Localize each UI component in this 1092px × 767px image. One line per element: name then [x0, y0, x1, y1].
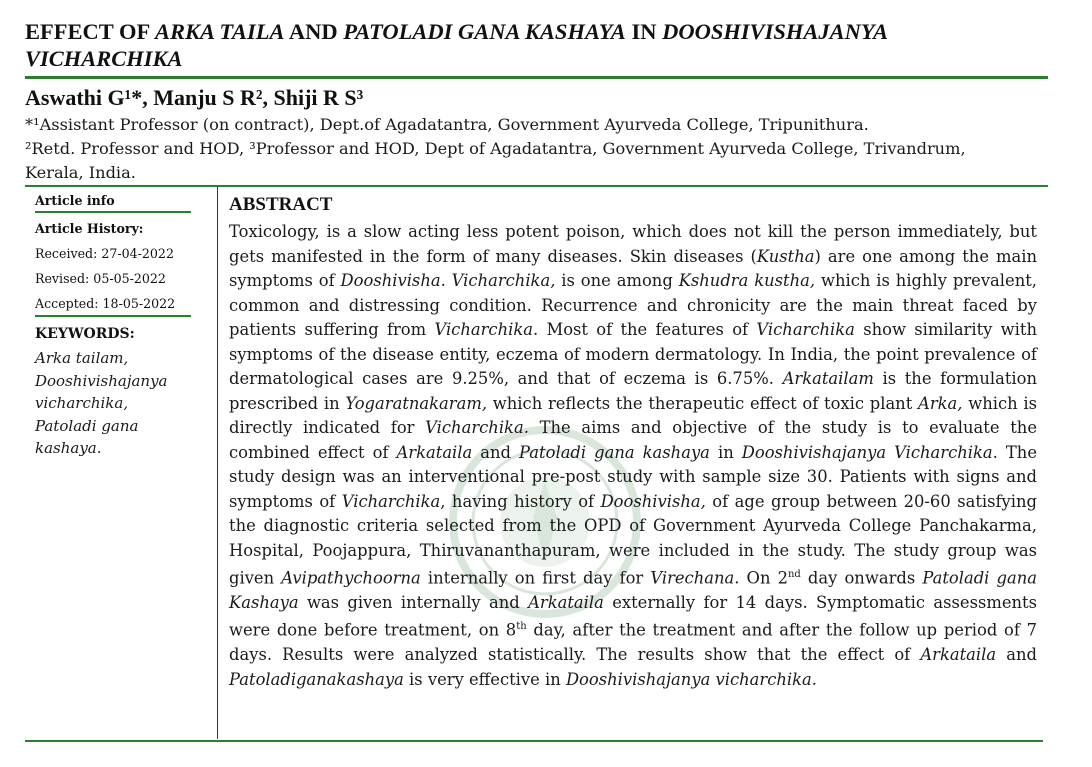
abstract-text: , having history of — [440, 491, 601, 511]
abstract-text: is the formulation prescribed in — [229, 369, 1037, 413]
abstract-body — [229, 220, 1037, 692]
abstract-term: Patoladi gana Kashaya — [229, 568, 1037, 612]
keywords-list — [35, 347, 168, 460]
keywords-label: KEYWORDS: — [35, 326, 135, 342]
abstract-term: Avipathychoorna — [281, 568, 421, 588]
abstract-term: Arkataila — [528, 592, 604, 612]
title-divider — [25, 76, 1048, 79]
abstract-term: Kustha — [756, 246, 815, 266]
abstract-term: Vicharchika — [756, 320, 855, 339]
abstract-term: Arka, — [918, 393, 963, 413]
abstract-term: Virechana. — [650, 568, 740, 588]
article-info-label: Article info — [35, 193, 115, 208]
title-part: PATOLADI GANA KASHAYA — [343, 19, 626, 44]
abstract-text: which is highly prevalent, common and distressing condition. Recurrence and chronicity are the main threat faced by patients suffering from — [229, 271, 1037, 339]
abstract-term: Arkatailam — [782, 369, 874, 388]
received-date: Received: 27-04-2022 — [35, 246, 174, 261]
abstract-text: and — [996, 645, 1037, 665]
paper-page — [25, 0, 1048, 767]
abstract-text: On 2 — [739, 568, 788, 588]
abstract-text: of age group between 20-60 satisfying the diagnostic criteria selected from the OPD of Government Ayurveda College Panchakarma, Hospital, Poojappura, Thiruvananthapuram, were included in the study. The study group was given — [229, 491, 1038, 588]
abstract-term: Vicharchika — [341, 491, 441, 511]
keyword-line: Dooshivishajanya — [35, 371, 168, 390]
abstract-text: externally for 14 days. Symptomatic assessments were done before treatment, on 8 — [229, 592, 1037, 640]
abstract-text: is very effective in — [403, 669, 566, 689]
abstract-text: day onwards — [800, 568, 923, 588]
abstract-text: which reflects the therapeutic effect of toxic plant — [487, 393, 919, 413]
sidebar-divider — [35, 211, 191, 213]
keyword-line: vicharchika, — [35, 394, 129, 412]
abstract-text: in — [709, 442, 742, 462]
title-part: DOOSHIVISHAJANYA VICHARCHIKA — [25, 19, 887, 71]
title-part: ARKA TAILA — [155, 19, 285, 44]
abstract-heading: ABSTRACT — [229, 194, 333, 215]
abstract-term: Yogaratnakaram, — [345, 393, 488, 413]
abstract-text: which is directly indicated for — [229, 393, 1037, 437]
abstract-term: Patoladi gana kashaya — [519, 442, 710, 462]
abstract-term: Dooshivishajanya Vicharchika — [741, 442, 993, 462]
abstract-text: day, after the treatment and after the follow up period of 7 days. Results were analyzed statistically. The results show that the effect of — [229, 620, 1037, 665]
abstract-text: . Most of the features of — [532, 320, 757, 339]
affiliation-line-1: *¹Assistant Professor (on contract), Dept.of Agadatantra, Government Ayurveda College, Tripunithura. — [25, 115, 869, 134]
affiliation-line-2: ²Retd. Professor and HOD, ³Professor and HOD, Dept of Agadatantra, Government Ayurveda College, Trivandrum, — [25, 139, 966, 158]
author-list: Aswathi G¹*, Manju S R², Shiji R S³ — [25, 85, 364, 110]
ordinal-suffix: nd — [787, 569, 801, 580]
abstract-term: Dooshivisha, — [600, 491, 706, 511]
abstract-text: Toxicology, is a slow acting less potent poison, which does not kill the person immediately, but gets manifested in the form of many diseases. Skin diseases ( — [229, 222, 1037, 266]
abstract-term: Dooshivisha. Vicharchika, — [340, 271, 556, 290]
title-part: IN — [625, 19, 663, 44]
ordinal-suffix: th — [516, 621, 527, 633]
abstract-text: ) are one among the main symptoms of — [229, 246, 1038, 290]
keyword-line: Patoladi gana — [35, 416, 139, 435]
header-divider — [25, 185, 1048, 187]
sidebar-divider — [35, 315, 191, 317]
abstract-text: internally on first day for — [420, 568, 651, 588]
abstract-term: Arkataila — [920, 645, 997, 665]
article-history-label: Article History: — [35, 221, 144, 236]
abstract-term: Vicharchika. — [425, 418, 529, 437]
title-part: EFFECT OF — [25, 19, 156, 44]
title-part: AND — [284, 19, 344, 44]
footer-divider — [25, 740, 1043, 742]
abstract-term: Patoladiganakashaya — [229, 669, 404, 689]
paper-title — [25, 18, 1025, 72]
abstract-text: is one among — [555, 271, 679, 290]
accepted-date: Accepted: 18-05-2022 — [35, 296, 176, 311]
abstract-term: Arkataila — [396, 442, 473, 462]
keyword-line: Arka tailam, — [35, 349, 129, 367]
abstract-term: Vicharchika — [434, 320, 533, 339]
revised-date: Revised: 05-05-2022 — [35, 271, 166, 286]
abstract-text: was given internally and — [298, 592, 529, 612]
affiliation-line-3: Kerala, India. — [25, 163, 136, 182]
abstract-term: Dooshivishajanya vicharchika. — [565, 669, 817, 689]
abstract-term: Kshudra kustha, — [678, 271, 816, 290]
abstract-text: show similarity with symptoms of the disease entity, eczema of modern dermatology. In India, the point prevalence of dermatological cases are 9.25%, and that of eczema is 6.75%. — [229, 320, 1037, 388]
abstract-text: The aims and objective of the study is to evaluate the combined effect of — [229, 418, 1037, 462]
column-divider — [217, 187, 218, 739]
abstract-text: and — [472, 442, 520, 462]
keyword-line: kashaya. — [35, 439, 102, 457]
abstract-text: . The study design was an interventional pre-post study with sample size 30. Patients with signs and symptoms of — [229, 442, 1037, 511]
